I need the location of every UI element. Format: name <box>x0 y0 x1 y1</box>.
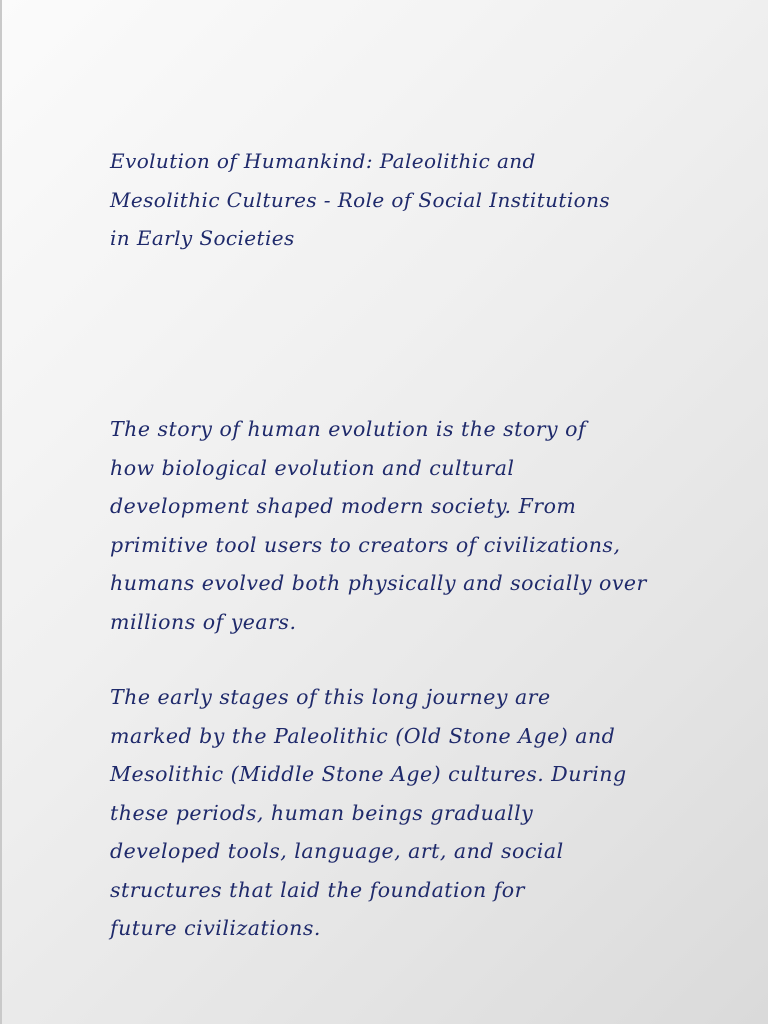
title-line: Mesolithic Cultures - Role of Social Institutions <box>110 187 611 212</box>
paragraph-line: marked by the Paleolithic (Old Stone Age) and <box>110 723 616 748</box>
title-line: in Early Societies <box>110 226 295 250</box>
paragraph-line: development shaped modern society. From <box>110 494 577 518</box>
paragraph-line: how biological evolution and cultural <box>110 455 515 480</box>
paragraph-line: humans evolved both physically and socially over <box>110 571 647 595</box>
title-line: Evolution of Humankind: Paleolithic and <box>110 149 536 173</box>
paragraph-line: The story of human evolution is the story of <box>110 417 587 441</box>
paragraph-line: millions of years. <box>110 609 297 634</box>
paragraph-line: The early stages of this long journey are <box>110 685 551 709</box>
paragraph-line: developed tools, language, art, and social <box>110 839 564 863</box>
paragraph-early-stages <box>110 678 750 948</box>
paragraph-line: primitive tool users to creators of civilizations, <box>110 532 621 557</box>
paragraph-intro <box>110 410 750 641</box>
document-title <box>110 142 750 258</box>
page-left-edge <box>0 0 2 1024</box>
paragraph-line: these periods, human beings gradually <box>110 800 534 825</box>
paragraph-line: future civilizations. <box>110 916 321 940</box>
paragraph-line: Mesolithic (Middle Stone Age) cultures. During <box>110 762 627 786</box>
paragraph-line: structures that laid the foundation for <box>110 877 525 902</box>
